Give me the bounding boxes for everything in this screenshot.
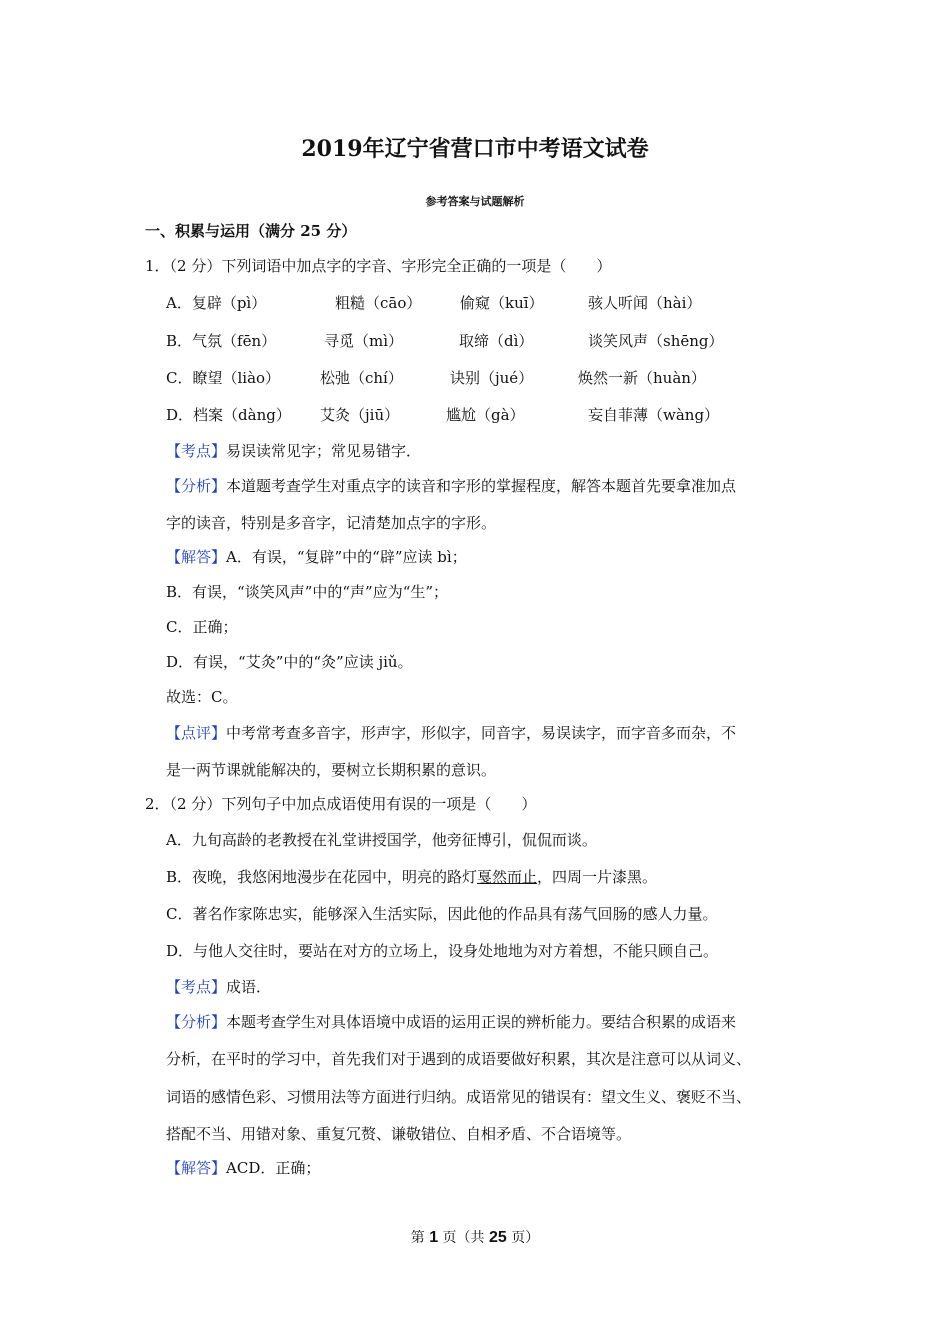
fenxi-tag: 【分析】 bbox=[166, 1013, 227, 1031]
kaodian-tag: 【考点】 bbox=[166, 442, 227, 460]
jieda-tag: 【解答】 bbox=[166, 548, 227, 566]
section-heading: 一、积累与运用（满分 25 分） bbox=[145, 222, 357, 240]
q1-option-a-word-1: A．复辟（pì） bbox=[166, 294, 267, 312]
q2-option-c: C．著名作家陈忠实，能够深入生活实际，因此他的作品具有荡气回肠的感人力量。 bbox=[166, 905, 718, 923]
q2-option-b-text: B．夜晚，我悠闲地漫步在花园中，明亮的路灯 bbox=[166, 868, 478, 886]
dianping-tag: 【点评】 bbox=[166, 724, 227, 742]
q1-option-a bbox=[166, 293, 701, 313]
q2-fenxi-line-2: 分析，在平时的学习中，首先我们对于遇到的成语要做好积累，其次是注意可以从词义、 bbox=[166, 1050, 752, 1068]
q2-jieda bbox=[166, 1158, 320, 1178]
q1-dianping-text: 中考常考查多音字，形声字，形似字，同音字，易误读字，而字音多而杂，不 bbox=[226, 724, 737, 742]
q1-option-c-word-4: 焕然一新（huàn） bbox=[578, 369, 706, 387]
page-number: 1 bbox=[429, 1229, 439, 1246]
footer-suffix: 页） bbox=[506, 1230, 540, 1246]
q1-fenxi bbox=[166, 476, 736, 496]
q2-fenxi-text: 本题考查学生对具体语境中成语的运用正误的辨析能力。要结合积累的成语来 bbox=[226, 1013, 737, 1031]
q2-option-b-idiom: 戛然而止 bbox=[477, 868, 538, 886]
q1-option-b-word-4: 谈笑风声（shēng） bbox=[588, 332, 724, 350]
q1-option-c bbox=[166, 368, 706, 388]
q1-jieda-line-2: B．有误，“谈笑风声”中的“声”应为“生”； bbox=[166, 583, 449, 601]
page-title: 2019年辽宁省营口市中考语文试卷 bbox=[301, 136, 649, 162]
q1-jieda-line-3: C．正确； bbox=[166, 618, 238, 636]
q1-jieda-line-4: D．有误，“艾灸”中的“灸”应读 jiǔ。 bbox=[166, 653, 413, 671]
q2-kaodian-text: 成语． bbox=[226, 978, 272, 996]
fenxi-tag: 【分析】 bbox=[166, 477, 227, 495]
footer-prefix: 第 bbox=[410, 1230, 430, 1246]
q1-option-c-word-1: C．瞭望（liào） bbox=[166, 369, 281, 387]
q2-fenxi-line-3: 词语的感情色彩、习惯用法等方面进行归纳。成语常见的错误有：望文生义、褒贬不当、 bbox=[166, 1088, 752, 1106]
jieda-tag: 【解答】 bbox=[166, 1159, 227, 1177]
q1-option-a-word-4: 骇人听闻（hài） bbox=[588, 294, 702, 312]
q1-kaodian bbox=[166, 441, 421, 461]
q1-option-d-word-3: 尴尬（gà） bbox=[446, 406, 525, 424]
q2-option-b bbox=[166, 867, 657, 887]
q1-option-a-word-2: 粗糙（cāo） bbox=[335, 294, 422, 312]
q1-option-d-word-2: 艾灸（jiū） bbox=[320, 406, 400, 424]
q2-jieda-text: ACD．正确； bbox=[226, 1159, 321, 1177]
q2-option-b-text-end: ，四周一片漆黑。 bbox=[537, 868, 658, 886]
footer-middle: 页（共 bbox=[438, 1230, 489, 1246]
total-pages: 25 bbox=[489, 1229, 507, 1246]
q1-option-d-word-1: D．档案（dàng） bbox=[166, 406, 291, 424]
q1-option-b-word-1: B．气氛（fēn） bbox=[166, 332, 277, 350]
q2-fenxi bbox=[166, 1012, 736, 1032]
q1-option-d bbox=[166, 405, 719, 425]
q1-answer: 故选：C。 bbox=[166, 688, 238, 706]
q2-kaodian bbox=[166, 977, 271, 997]
q1-kaodian-text: 易误读常见字；常见易错字． bbox=[226, 442, 422, 460]
q1-fenxi-text: 本道题考查学生对重点字的读音和字形的掌握程度，解答本题首先要拿准加点 bbox=[226, 477, 737, 495]
q1-option-c-word-3: 诀别（jué） bbox=[450, 369, 534, 387]
q1-fenxi-line-2: 字的读音，特别是多音字，记清楚加点字的字形。 bbox=[166, 514, 497, 532]
q1-option-d-word-4: 妄自菲薄（wàng） bbox=[588, 406, 720, 424]
q1-jieda bbox=[166, 547, 467, 567]
question-2-stem: 2．（2 分）下列句子中加点成语使用有误的一项是（ ） bbox=[145, 795, 537, 813]
q1-option-c-word-2: 松弛（chí） bbox=[320, 369, 403, 387]
q1-option-b-word-3: 取缔（dì） bbox=[459, 332, 534, 350]
q2-fenxi-line-4: 搭配不当、用错对象、重复冗赘、谦敬错位、自相矛盾、不合语境等。 bbox=[166, 1125, 632, 1143]
q1-jieda-text: A．有误，“复辟”中的“辟”应读 bì； bbox=[226, 548, 467, 566]
kaodian-tag: 【考点】 bbox=[166, 978, 227, 996]
q1-dianping bbox=[166, 723, 736, 743]
q1-option-b bbox=[166, 331, 724, 351]
page-footer bbox=[0, 1227, 950, 1247]
q1-option-b-word-2: 寻觅（mì） bbox=[324, 332, 404, 350]
q2-option-d: D．与他人交往时，要站在对方的立场上，设身处地地为对方着想，不能只顾自己。 bbox=[166, 942, 719, 960]
page-subtitle: 参考答案与试题解析 bbox=[425, 195, 525, 208]
question-1-stem: 1．（2 分）下列词语中加点字的字音、字形完全正确的一项是（ ） bbox=[145, 257, 612, 275]
q2-option-a: A．九旬高龄的老教授在礼堂讲授国学，他旁征博引，侃侃而谈。 bbox=[166, 831, 597, 849]
q1-option-a-word-3: 偷窥（kuī） bbox=[460, 294, 544, 312]
q1-dianping-line-2: 是一两节课就能解决的，要树立长期积累的意识。 bbox=[166, 761, 497, 779]
